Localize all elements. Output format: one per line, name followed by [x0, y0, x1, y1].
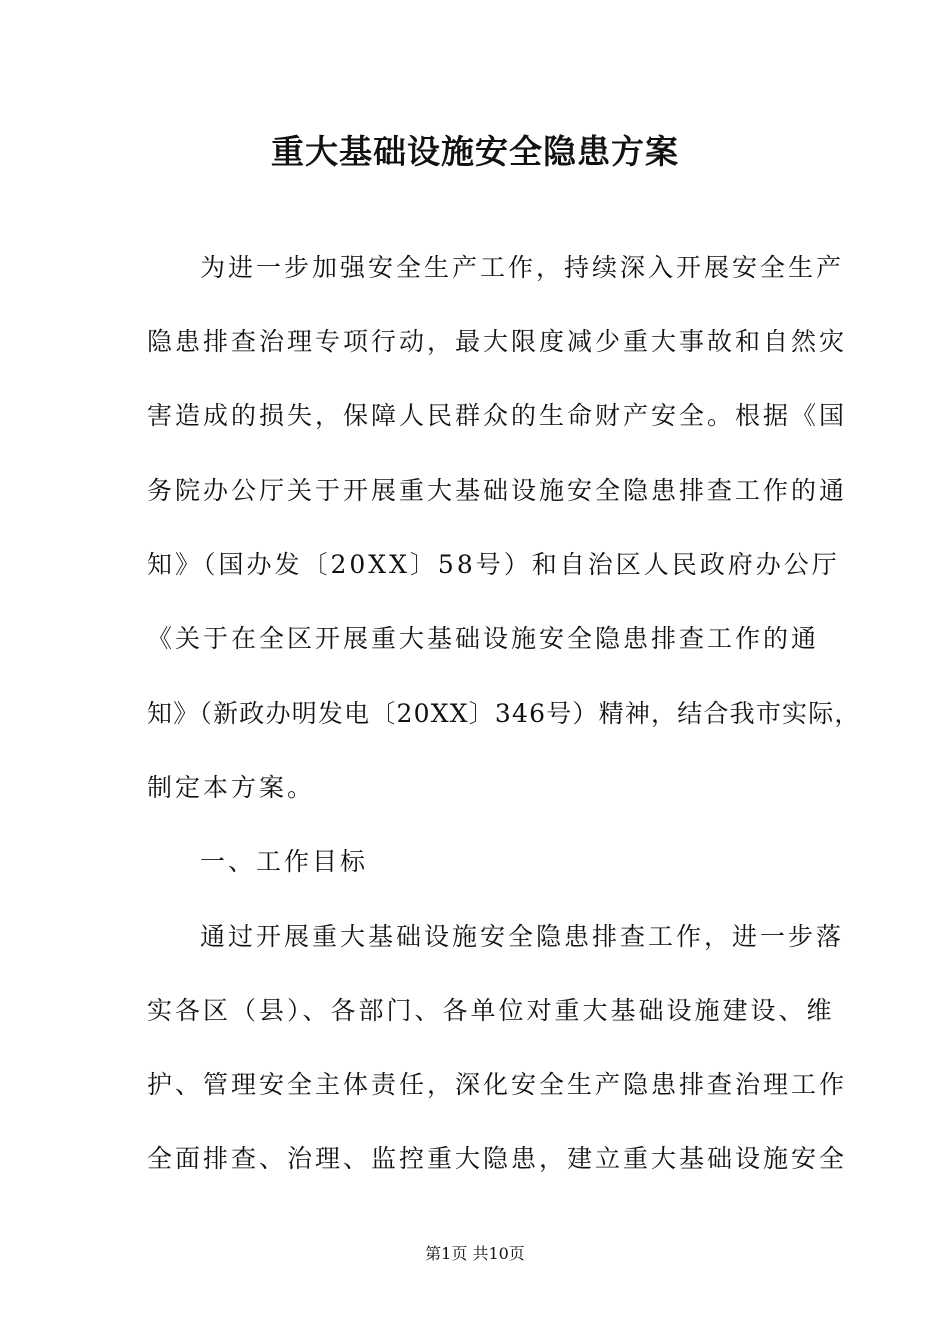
paragraph-line: 隐患排查治理专项行动，最大限度减少重大事故和自然灾 [147, 327, 848, 356]
paragraph-line: 《关于在全区开展重大基础设施安全隐患排查工作的通 [147, 624, 820, 653]
paragraph-line: 知》（国办发〔20XX〕58号）和自治区人民政府办公厅 [147, 550, 840, 579]
paragraph-line: 制定本方案。 [147, 773, 316, 802]
paragraph-line: 为进一步加强安全生产工作，持续深入开展安全生产 [200, 253, 845, 282]
section-heading: 一、工作目标 [200, 847, 369, 876]
document-title: 重大基础设施安全隐患方案 [271, 132, 679, 171]
paragraph-line: 全面排查、治理、监控重大隐患，建立重大基础设施安全 [147, 1144, 848, 1173]
page-footer: 第1页 共10页 [425, 1244, 525, 1263]
paragraph-line: 通过开展重大基础设施安全隐患排查工作，进一步落 [200, 922, 845, 951]
paragraph-line: 知》（新政办明发电〔20XX〕346号）精神，结合我市实际， [147, 699, 861, 728]
paragraph-line: 护、管理安全主体责任，深化安全生产隐患排查治理工作 [147, 1070, 848, 1099]
paragraph-line: 害造成的损失，保障人民群众的生命财产安全。根据《国 [147, 401, 848, 430]
paragraph-line: 实各区（县）、各部门、各单位对重大基础设施建设、维 [147, 996, 835, 1025]
paragraph-line: 务院办公厅关于开展重大基础设施安全隐患排查工作的通 [147, 476, 848, 505]
